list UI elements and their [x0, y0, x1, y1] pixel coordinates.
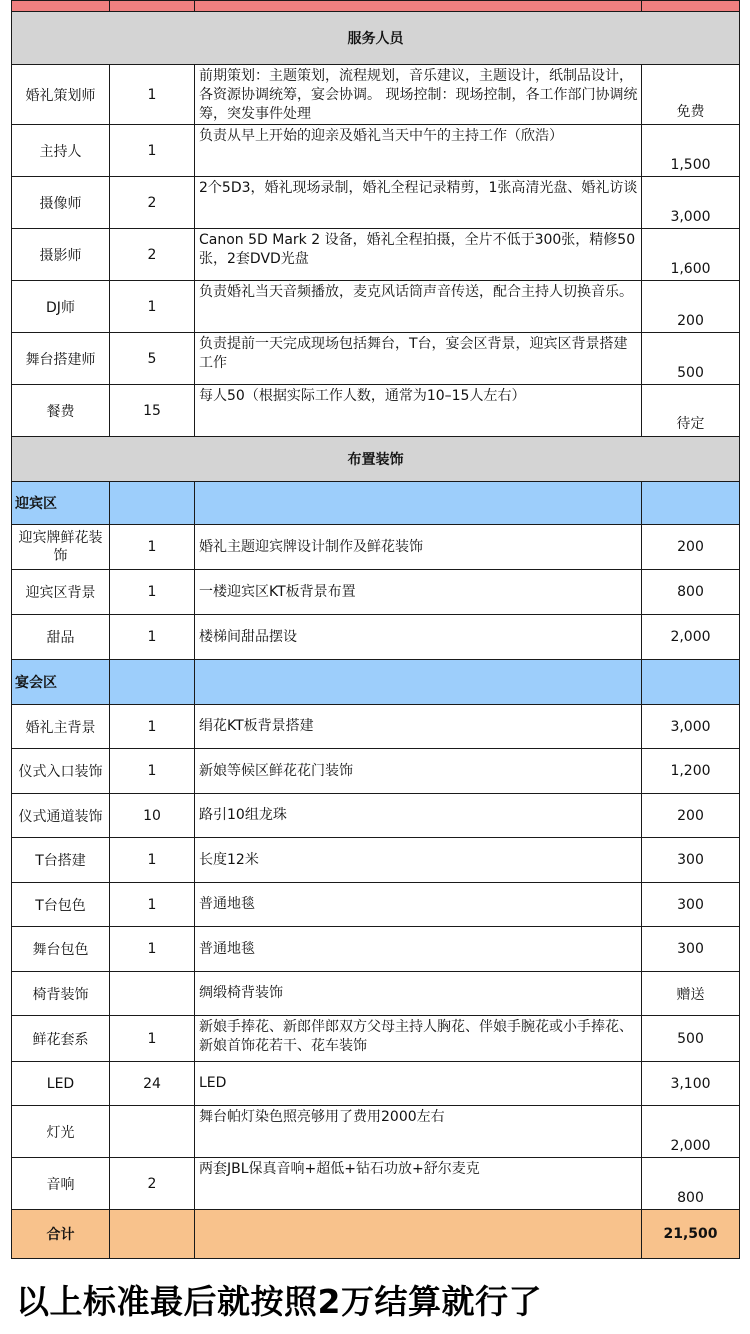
item-name: T台搭建 — [12, 838, 110, 883]
item-price: 2,000 — [642, 615, 740, 660]
item-desc: 楼梯间甜品摆设 — [195, 615, 642, 660]
table-row — [12, 1062, 740, 1106]
item-price: 300 — [642, 927, 740, 972]
item-qty — [110, 1106, 195, 1158]
item-name: 摄影师 — [12, 229, 110, 281]
table-row — [12, 883, 740, 927]
item-desc: 绸缎椅背装饰 — [195, 972, 642, 1016]
table-row — [12, 972, 740, 1016]
item-price: 1,600 — [642, 229, 740, 281]
item-desc: 负责提前一天完成现场包括舞台，T台，宴会区背景，迎宾区背景搭建工作 — [195, 333, 642, 385]
item-desc: 2个5D3，婚礼现场录制，婚礼全程记录精剪，1张高清光盘、婚礼访谈 — [195, 177, 642, 229]
item-price: 1,200 — [642, 749, 740, 794]
item-qty: 1 — [110, 615, 195, 660]
item-desc: 舞台帕灯染色照亮够用了费用2000左右 — [195, 1106, 642, 1158]
item-qty: 1 — [110, 838, 195, 883]
table-row — [12, 794, 740, 838]
table-row — [12, 1158, 740, 1210]
item-qty: 1 — [110, 927, 195, 972]
item-desc: 负责从早上开始的迎亲及婚礼当天中午的主持工作（欣浩） — [195, 125, 642, 177]
item-price: 300 — [642, 838, 740, 883]
item-desc: 前期策划：主题策划，流程规划，音乐建议，主题设计，纸制品设计，各资源协调统筹，宴会协调。 现场控制：现场控制，各工作部门协调统筹，突发事件处理 — [195, 65, 642, 125]
item-price: 免费 — [642, 65, 740, 125]
quote-table — [11, 0, 740, 1259]
item-desc: 每人50（根据实际工作人数，通常为10–15人左右） — [195, 385, 642, 437]
item-qty: 1 — [110, 570, 195, 615]
section-header-decor — [12, 437, 740, 482]
total-label: 合计 — [12, 1210, 110, 1259]
area-label: 迎宾区 — [12, 482, 110, 525]
item-desc: 普通地毯 — [195, 927, 642, 972]
item-name: 仪式入口装饰 — [12, 749, 110, 794]
item-name: 迎宾区背景 — [12, 570, 110, 615]
item-price: 500 — [642, 1016, 740, 1062]
area-header-welcome — [12, 482, 740, 525]
table-row — [12, 1016, 740, 1062]
item-desc: 绢花KT板背景搭建 — [195, 705, 642, 749]
header-strip — [12, 1, 740, 12]
item-price: 800 — [642, 570, 740, 615]
item-price: 1,500 — [642, 125, 740, 177]
table-row — [12, 177, 740, 229]
table-row — [12, 705, 740, 749]
item-qty: 1 — [110, 281, 195, 333]
item-desc: 婚礼主题迎宾牌设计制作及鲜花装饰 — [195, 525, 642, 570]
section-header-staff — [12, 12, 740, 65]
section-title: 服务人员 — [12, 12, 740, 65]
item-name: DJ师 — [12, 281, 110, 333]
item-name: 音响 — [12, 1158, 110, 1210]
table-row — [12, 570, 740, 615]
item-qty: 1 — [110, 65, 195, 125]
item-qty: 10 — [110, 794, 195, 838]
total-value: 21,500 — [642, 1210, 740, 1259]
item-qty: 2 — [110, 1158, 195, 1210]
item-qty: 1 — [110, 1016, 195, 1062]
table-row — [12, 65, 740, 125]
item-price: 3,000 — [642, 705, 740, 749]
item-price: 200 — [642, 525, 740, 570]
item-price: 800 — [642, 1158, 740, 1210]
item-qty: 5 — [110, 333, 195, 385]
item-qty: 1 — [110, 705, 195, 749]
item-qty: 15 — [110, 385, 195, 437]
item-qty: 1 — [110, 125, 195, 177]
item-desc: 负责婚礼当天音频播放，麦克风话筒声音传送，配合主持人切换音乐。 — [195, 281, 642, 333]
footer-note: 以上标准最后就按照2万结算就行了 — [16, 1282, 542, 1321]
item-qty: 1 — [110, 525, 195, 570]
area-label: 宴会区 — [12, 660, 110, 705]
table-row — [12, 838, 740, 883]
item-price: 200 — [642, 794, 740, 838]
table-row — [12, 525, 740, 570]
item-desc: 一楼迎宾区KT板背景布置 — [195, 570, 642, 615]
item-price: 待定 — [642, 385, 740, 437]
table-row — [12, 281, 740, 333]
table-row — [12, 385, 740, 437]
item-price: 200 — [642, 281, 740, 333]
item-name: 舞台搭建师 — [12, 333, 110, 385]
table-row — [12, 125, 740, 177]
item-name: 仪式通道装饰 — [12, 794, 110, 838]
item-qty: 2 — [110, 177, 195, 229]
item-qty: 1 — [110, 749, 195, 794]
item-name: T台包色 — [12, 883, 110, 927]
item-qty — [110, 972, 195, 1016]
section-title: 布置装饰 — [12, 437, 740, 482]
item-desc: 长度12米 — [195, 838, 642, 883]
item-desc: LED — [195, 1062, 642, 1106]
total-row — [12, 1210, 740, 1259]
item-price: 赠送 — [642, 972, 740, 1016]
item-desc: 新娘等候区鲜花花门装饰 — [195, 749, 642, 794]
table-row — [12, 749, 740, 794]
item-desc: 新娘手捧花、新郎伴郎双方父母主持人胸花、伴娘手腕花或小手捧花、新娘首饰花若干、花车装饰 — [195, 1016, 642, 1062]
item-desc: 路引10组龙珠 — [195, 794, 642, 838]
table-row — [12, 927, 740, 972]
item-qty: 24 — [110, 1062, 195, 1106]
table-row — [12, 615, 740, 660]
item-name: 灯光 — [12, 1106, 110, 1158]
item-qty: 1 — [110, 883, 195, 927]
item-price: 300 — [642, 883, 740, 927]
item-name: 餐费 — [12, 385, 110, 437]
table-row — [12, 229, 740, 281]
item-name: 迎宾牌鲜花装饰 — [12, 525, 110, 570]
item-name: 摄像师 — [12, 177, 110, 229]
item-name: 椅背装饰 — [12, 972, 110, 1016]
item-qty: 2 — [110, 229, 195, 281]
item-name: 鲜花套系 — [12, 1016, 110, 1062]
table-row — [12, 1106, 740, 1158]
item-name: 婚礼策划师 — [12, 65, 110, 125]
item-desc: 两套JBL保真音响+超低+钻石功放+舒尔麦克 — [195, 1158, 642, 1210]
item-name: 婚礼主背景 — [12, 705, 110, 749]
item-name: 主持人 — [12, 125, 110, 177]
item-desc: 普通地毯 — [195, 883, 642, 927]
area-header-banquet — [12, 660, 740, 705]
item-price: 2,000 — [642, 1106, 740, 1158]
item-name: 舞台包色 — [12, 927, 110, 972]
table-row — [12, 333, 740, 385]
item-name: 甜品 — [12, 615, 110, 660]
item-price: 500 — [642, 333, 740, 385]
item-price: 3,000 — [642, 177, 740, 229]
item-desc: Canon 5D Mark 2 设备，婚礼全程拍摄，全片不低于300张，精修50张，2套DVD光盘 — [195, 229, 642, 281]
item-name: LED — [12, 1062, 110, 1106]
item-price: 3,100 — [642, 1062, 740, 1106]
